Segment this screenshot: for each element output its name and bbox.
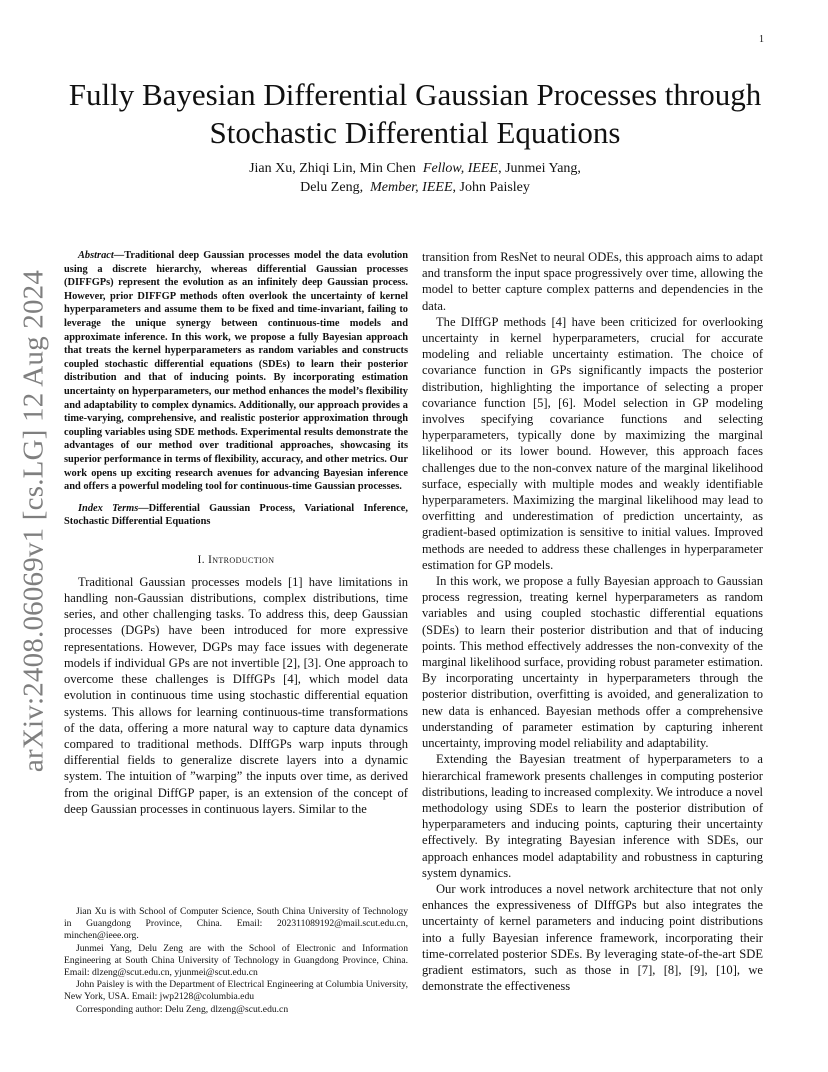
paper-title: Fully Bayesian Differential Gaussian Processes through Stochastic Differential Equations bbox=[68, 77, 762, 150]
author-role-1: Fellow, IEEE bbox=[422, 161, 499, 176]
footnote: Junmei Yang, Delu Zeng are with the School of Electronic and Information Engineering at South China University of Technology in Guangdong Province, China. Email: dlzeng@scut.edu.cn, yjunmei@scut.edu.cn bbox=[64, 942, 408, 978]
body-paragraph: transition from ResNet to neural ODEs, this approach aims to adapt and transform the input space progressively over time, allowing the model to better capture complex patterns and dependencies in the data. bbox=[422, 250, 763, 313]
body-paragraph: In this work, we propose a fully Bayesian approach to Gaussian process regression, treating kernel hyperparameters as random variables and using coupled stochastic differential equations (SDEs) to learn their posterior distribution and that of inducing points. This method effectively addresses the non-convexity of the marginal likelihood surface, providing robust parameter estimation. By incorporating uncertainty in hyperparameters through the posterior distribution, overfitting is avoided, and generalization to new data is enhanced. Bayesian methods offer a comprehensive understanding of parameter estimation by capturing inherent uncertainty, improving model reliability and adaptability. bbox=[422, 574, 763, 751]
body-paragraph: Extending the Bayesian treatment of hyperparameters to a hierarchical framework presents challenges in computing posterior distributions, leading to increased complexity. We introduce a novel methodology using SDEs to learn the posterior distribution of hyperparameters and inducing points, capturing their uncertainty effectively. By integrating Bayesian inference with SDEs, our approach enhances model adaptability and robustness in capturing system dynamics. bbox=[422, 752, 763, 880]
body-paragraph: The DIffGP methods [4] have been criticized for overlooking uncertainty in kernel hyperparameters, crucial for accurate modeling and reliable uncertainty estimation. The choice of covariance function in GPs significantly impacts the posterior distribution, highlighting the importance of selecting a proper covariance function [5], [6]. Model selection in GP modeling involves specifying covariance functions and selecting hyperparameters, typically done by maximizing the marginal likelihood or its lower bound. However, this approach faces challenges due to the non-convex nature of the marginal likelihood surface, especially with multiple modes and weakly identifiable hyperparameters. Maximizing the marginal likelihood may lead to overfitting and underestimation of prediction uncertainty, as gradient-based optimization is sensitive to initial values. Improved methods are needed to address these challenges in hyperparameter estimation for GP models. bbox=[422, 314, 763, 572]
arxiv-identifier bbox=[10, 269, 58, 773]
footnote: Jian Xu is with School of Computer Science, South China University of Technology in Guangdong Province, China. Email: 202311089192@mail.scut.edu.cn, minchen@ieee.org. bbox=[64, 906, 408, 941]
section-heading-text: I. Introduction bbox=[197, 553, 275, 566]
page-number: 1 bbox=[759, 34, 764, 45]
index-terms bbox=[64, 502, 408, 529]
abstract-label: Abstract bbox=[78, 250, 114, 261]
author-line-2 bbox=[60, 178, 770, 197]
author-names-1: Jian Xu, Zhiqi Lin, Min Chen bbox=[249, 161, 416, 176]
abstract bbox=[64, 249, 408, 494]
author-line-1 bbox=[60, 159, 770, 178]
right-column bbox=[422, 249, 763, 994]
abstract-text: —Traditional deep Gaussian processes model the data evolution using a discrete hierarchy, whereas differential Gaussian processes (DIFFGPs) represent the evolution as an infinitely deep Gaussian process. However, prior DIFFGP methods often overlook the uncertainty of kernel hyperparameters and assume them to be fixed and time-invariant, failing to leverage the unique synergy between continuous-time models and approximate inference. In this work, we propose a fully Bayesian approach that treats the kernel hyperparameters as random variables and constructs coupled stochastic differential equations (SDEs) to learn their posterior distribution and that of inducing points. By incorporating estimation uncertainty on hyperparameters, our method enhances the model’s flexibility and adaptability to complex dynamics. Additionally, our approach provides a time-varying, comprehensive, and realistic posterior approximation through coupling variables using SDE methods. Experimental results demonstrate the advantages of our method over traditional approaches, showcasing its superior performance in terms of flexibility, accuracy, and other metrics. Our work opens up exciting research avenues for advancing Bayesian inference and offers a powerful modeling tool for continuous-time Gaussian processes. bbox=[64, 250, 408, 493]
author-rest-2: , John Paisley bbox=[452, 180, 530, 195]
section-heading bbox=[64, 554, 408, 566]
author-list bbox=[60, 159, 770, 197]
footnotes bbox=[64, 906, 408, 1017]
author-rest-1: , Junmei Yang, bbox=[498, 161, 581, 176]
author-names-2: Delu Zeng, bbox=[300, 180, 364, 195]
footnote: Corresponding author: Delu Zeng, dlzeng@scut.edu.cn bbox=[76, 1004, 289, 1016]
index-terms-label: Index Terms bbox=[78, 502, 139, 514]
footnote: John Paisley is with the Department of Electrical Engineering at Columbia University, New York, USA. Email: jwp2128@columbia.edu bbox=[64, 979, 408, 1003]
body-paragraph: Our work introduces a novel network architecture that not only enhances the expressiveness of DIffGPs but also integrates the uncertainty of kernel parameters and inducing point distributions into a fully Bayesian inference framework, incorporating their time-correlated posterior SDEs. By leveraging state-of-the-art SDE gradient estimators, such as those in [7], [8], [9], [10], we demonstrate the effectiveness bbox=[422, 881, 763, 994]
left-column bbox=[64, 249, 408, 817]
author-role-2: Member, IEEE bbox=[370, 180, 453, 195]
index-terms-text: —Differential Gaussian Process, Variational Inference, Stochastic Differential Equations bbox=[64, 502, 408, 528]
intro-paragraph: Traditional Gaussian processes models [1] have limitations in handling non-Gaussian distributions, complex distributions, time series, and other challenging tasks. To address this, deep Gaussian processes (DGPs) have been introduced for more expressive representations. However, DGPs may face issues with degenerate models if individual GPs are not invertible [2], [3]. One approach to overcome these challenges is DIffGPs [4], which model data evolution in continuous time using stochastic differential equation systems. This allows for learning continuous-time transformations of the data, offering a more natural way to capture data dynamics compared to traditional methods. DIffGPs warp inputs through differential fields to generalize discrete layers into a dynamic system. The intuition of ”warping” the inputs over time, as derived from the original DiffGP paper, is an extension of the concept of deep Gaussian processes in continuous layers. Similar to the bbox=[64, 574, 408, 816]
arxiv-stamp-text: arXiv:2408.06069v1 [cs.LG] 12 Aug 2024 bbox=[17, 269, 50, 773]
